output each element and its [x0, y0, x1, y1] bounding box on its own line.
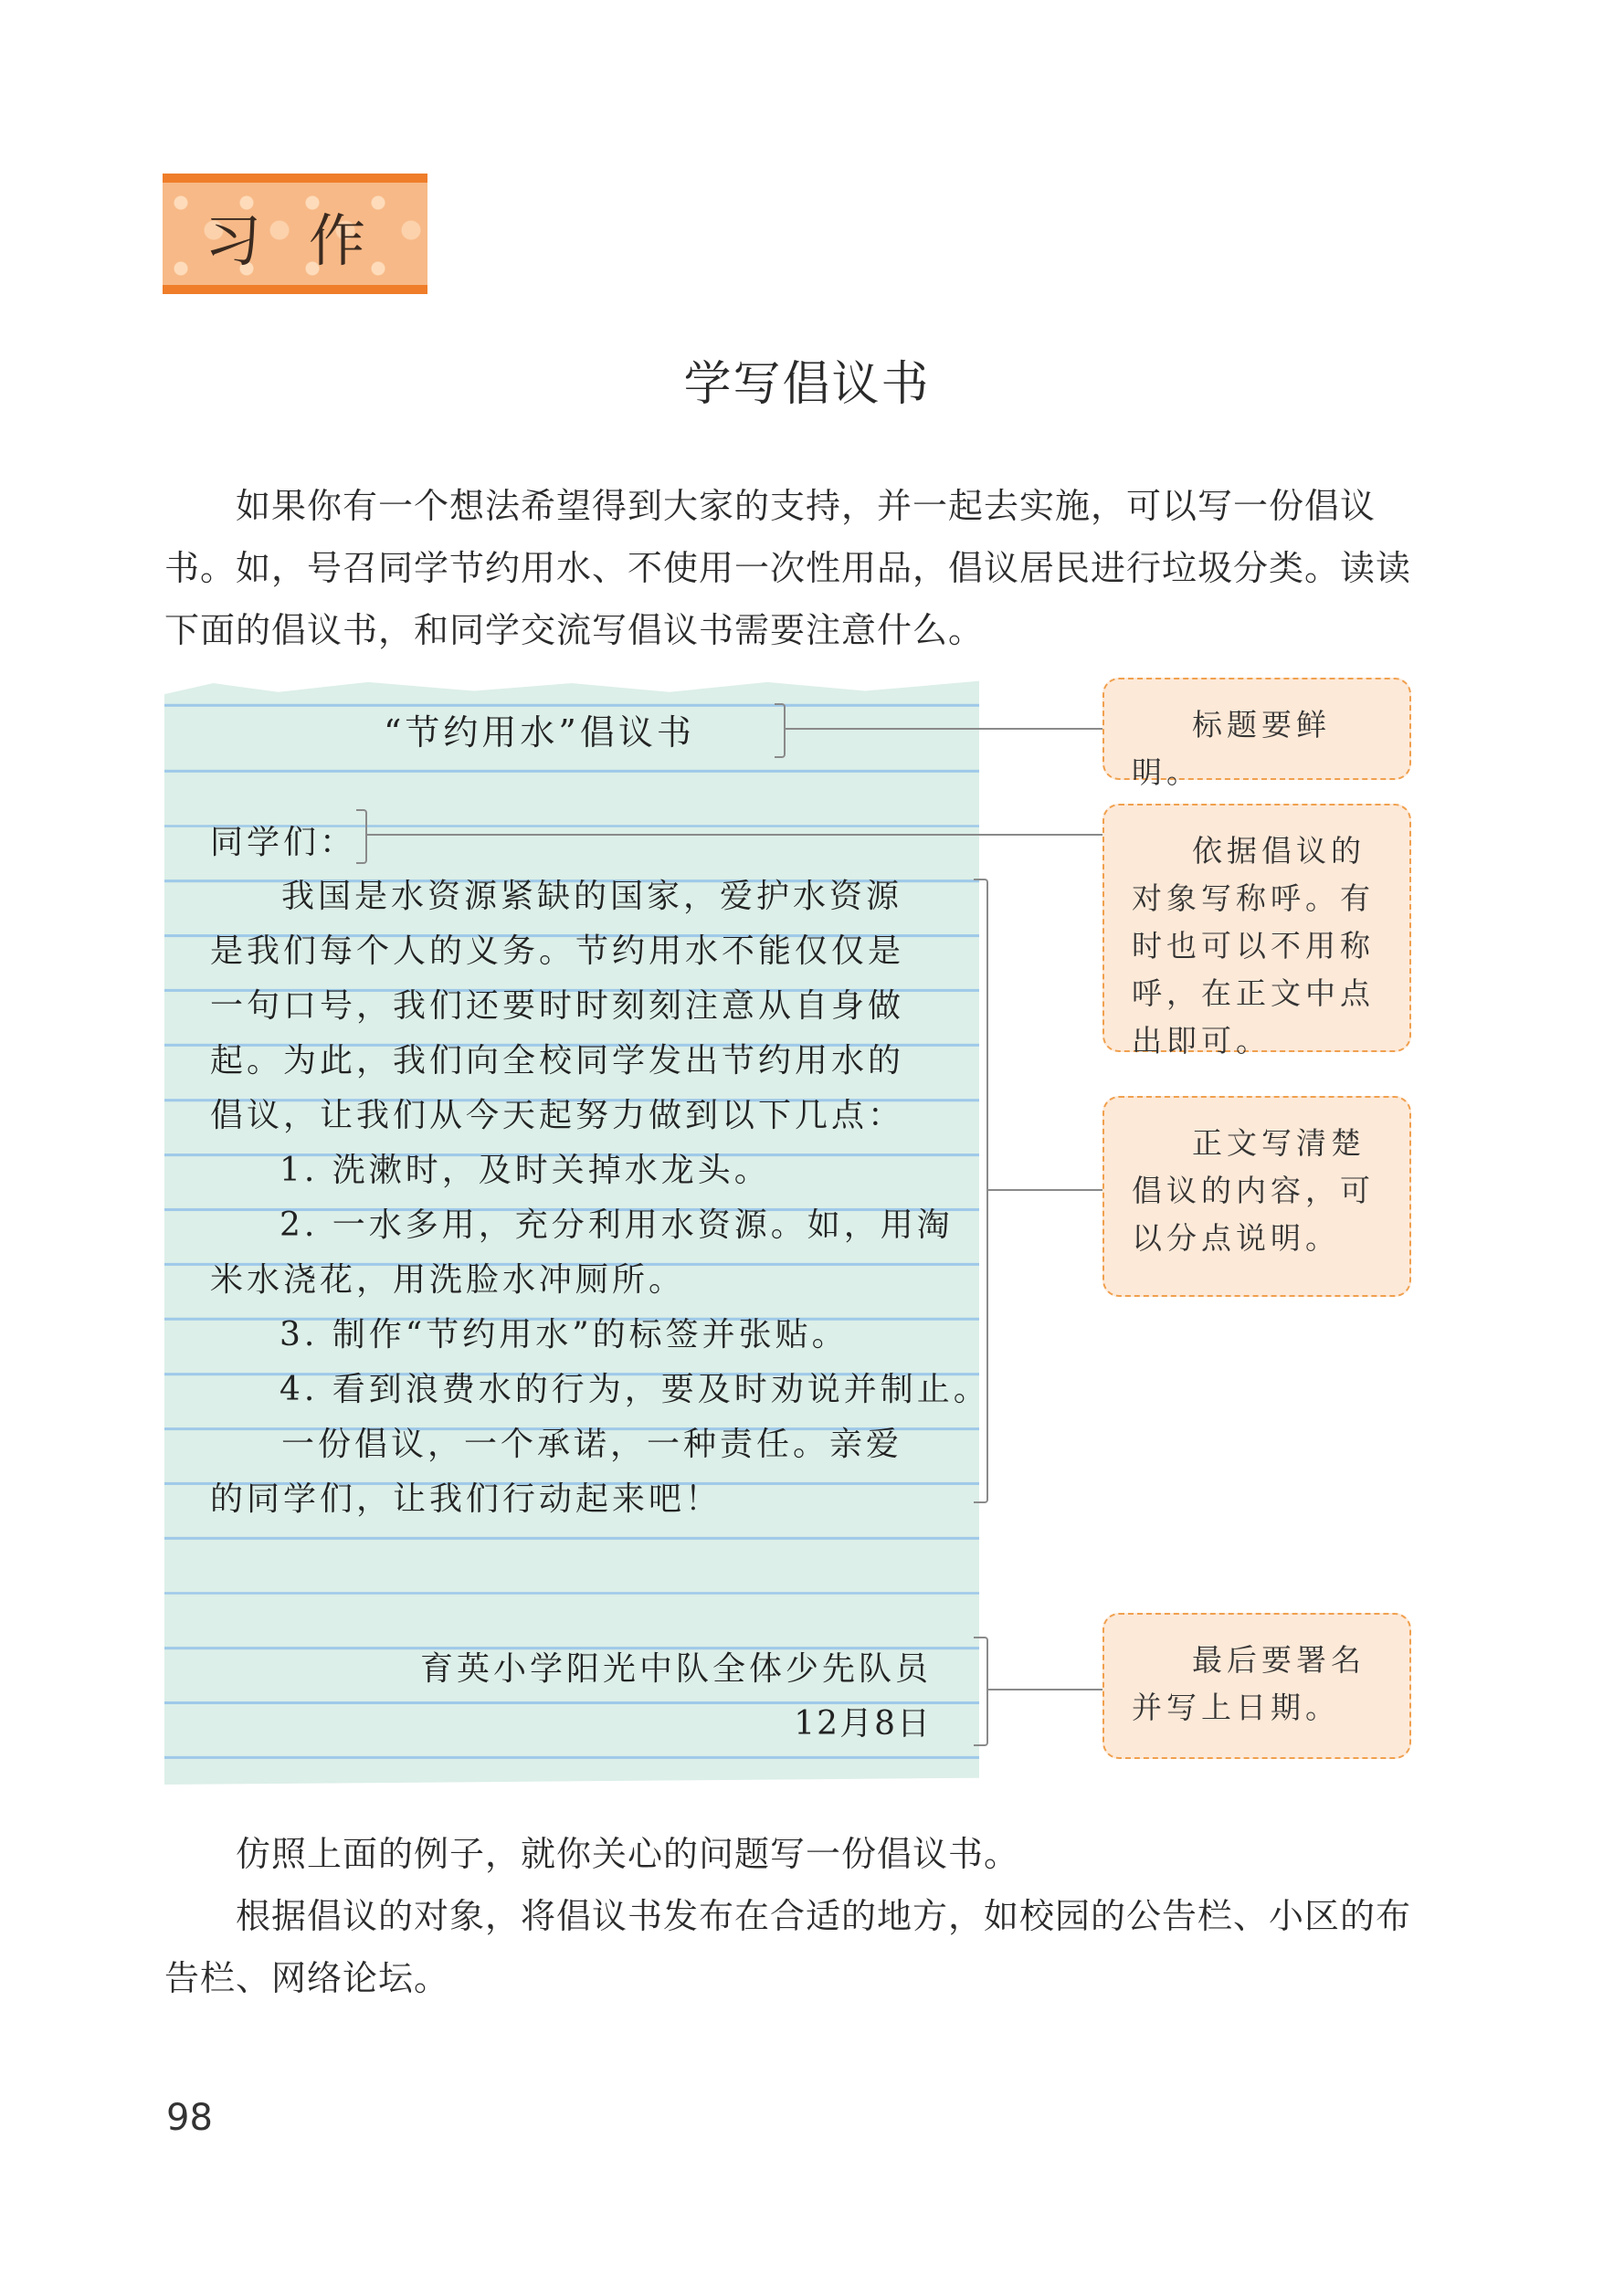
page-number: 98 — [166, 2097, 213, 2139]
section-banner — [163, 174, 427, 294]
letter-date: 12月8日 — [794, 1705, 932, 1743]
letter-body-line: 2. 一水多用，充分利用水资源。如，用淘 — [280, 1206, 954, 1244]
salutation-bracket — [356, 809, 367, 864]
letter-body-line: 我国是水资源紧缺的国家，爱护水资源 — [281, 878, 903, 915]
title-bracket — [775, 703, 786, 758]
body-bracket — [974, 879, 988, 1503]
instruction-paragraph: 仿照上面的例子，就你关心的问题写一份倡议书。 — [236, 1834, 1020, 1874]
lesson-title: 学写倡议书 — [683, 357, 931, 412]
letter-body-line: 的同学们，让我们行动起来吧！ — [210, 1480, 723, 1518]
title-connector-line — [786, 728, 1102, 730]
letter-body-line: 米水浇花，用洗脸水冲厕所。 — [210, 1261, 686, 1299]
salutation-connector-line — [367, 834, 1102, 836]
letter-body-line: 一份倡议，一个承诺，一种责任。亲爱 — [281, 1426, 903, 1463]
letter-signature: 育英小学阳光中队全体少先队员 — [420, 1650, 933, 1688]
tip-box-salutation: 依据倡议的对象写称呼。有时也可以不用称呼，在正文中点出即可。 — [1102, 804, 1411, 1052]
section-banner-label: 习作 — [205, 207, 414, 274]
intro-paragraph: 如果你有一个想法希望得到大家的支持，并一起去实施，可以写一份倡议书。如，号召同学节约用水、不使用一次性用品，倡议居民进行垃圾分类。读读下面的倡议书，和同学交流写倡议书需要注意什么。 — [164, 486, 1412, 650]
tip-box-body: 正文写清楚倡议的内容，可以分点说明。 — [1102, 1096, 1411, 1297]
body-connector-line — [988, 1189, 1102, 1191]
letter-body-line: 是我们每个人的义务。节约用水不能仅仅是 — [210, 932, 905, 970]
letter-body-line: 倡议，让我们从今天起努力做到以下几点： — [210, 1097, 905, 1134]
tip-box-signature: 最后要署名并写上日期。 — [1102, 1613, 1411, 1759]
signature-bracket — [974, 1637, 988, 1746]
letter-salutation: 同学们： — [210, 824, 357, 861]
letter-body-line: 4. 看到浪费水的行为，要及时劝说并制止。 — [280, 1371, 990, 1408]
signature-connector-line — [988, 1689, 1102, 1690]
instruction-paragraph: 根据倡议的对象，将倡议书发布在合适的地方，如校园的公告栏、小区的布告栏、网络论坛。 — [164, 1896, 1412, 1998]
letter-body-line: 3. 制作“节约用水”的标签并张贴。 — [280, 1316, 849, 1353]
letter-title: “节约用水”倡议书 — [384, 712, 695, 753]
letter-body-line: 一句口号，我们还要时时刻刻注意从自身做 — [210, 987, 905, 1025]
tip-box-title: 标题要鲜明。 — [1102, 678, 1411, 780]
letter-body-line: 1. 洗漱时，及时关掉水龙头。 — [280, 1152, 771, 1189]
letter-body-line: 起。为此，我们向全校同学发出节约用水的 — [210, 1042, 905, 1080]
